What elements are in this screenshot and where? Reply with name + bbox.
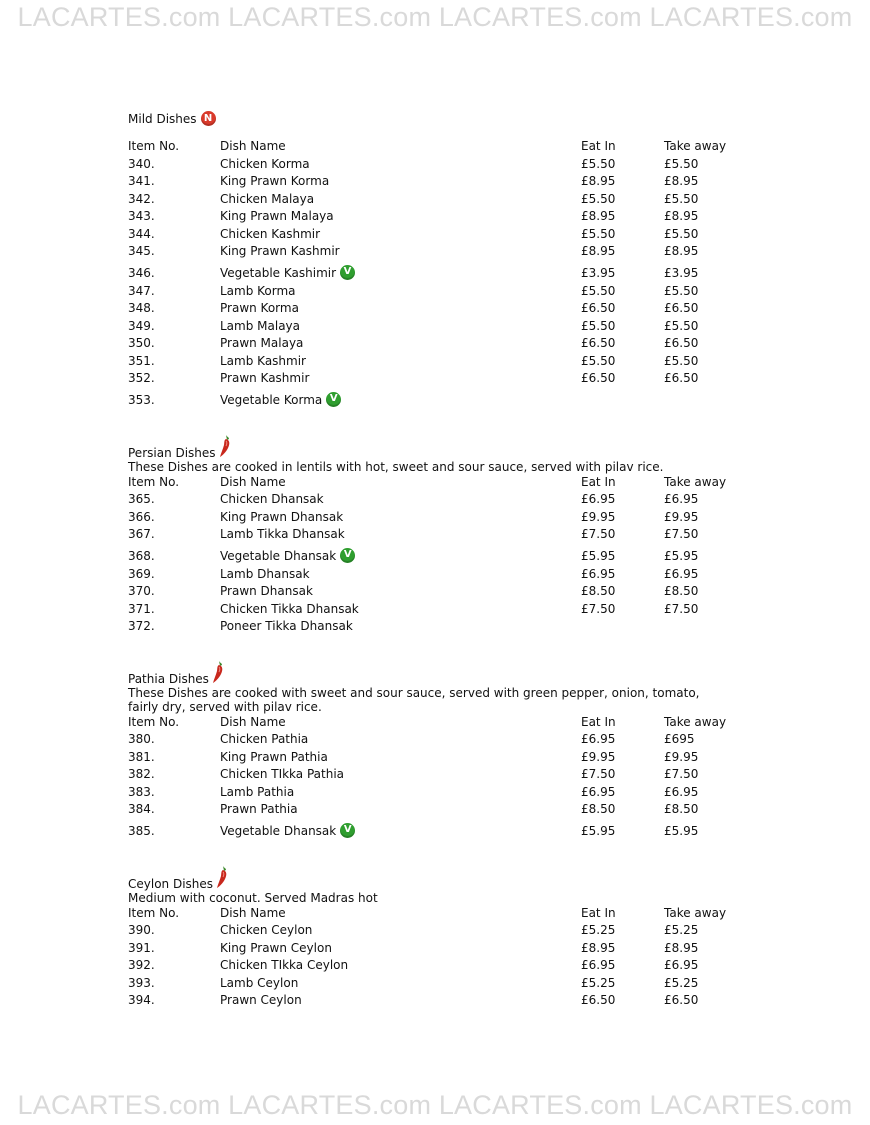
eat-in-price: £8.95 [581,209,616,223]
dish-name: Lamb Korma [220,283,296,298]
item-no: 353. [128,393,155,407]
section-description: Medium with coconut. Served Madras hot [128,890,378,905]
header-eat-in: Eat In [581,905,616,920]
take-away-price: £5.50 [664,353,699,368]
eat-in-price: £6.50 [581,993,616,1007]
chili-icon [218,434,232,458]
table-row [128,208,748,226]
item-no: 393. [128,975,155,990]
dish-name: Poneer Tikka Dhansak [220,619,353,633]
header-eat-in: Eat In [581,474,616,489]
vegetarian-icon: V [326,392,341,407]
section-ceylon-dishes [128,865,748,1010]
eat-in-price: £7.50 [581,767,616,781]
eat-in-price: £5.50 [581,353,616,368]
eat-in-price: £6.95 [581,958,616,972]
take-away-price: £7.50 [664,767,699,781]
item-no: 347. [128,283,155,298]
table-header [128,714,748,732]
table-row [128,801,748,819]
table-row [128,283,748,301]
item-no: 343. [128,209,155,223]
dish-name: Lamb Kashmir [220,353,306,368]
take-away-price: £8.95 [664,174,699,188]
header-dish-name: Dish Name [220,905,286,920]
eat-in-price: £8.50 [581,802,616,816]
eat-in-price: £5.95 [581,824,616,838]
section-title-text: Persian Dishes [128,445,216,460]
item-no: 370. [128,584,155,598]
item-no: 352. [128,371,155,385]
table-row [128,940,748,958]
table-row [128,975,748,993]
table-row [128,819,748,841]
header-item-no: Item No. [128,714,180,729]
take-away-price: £5.95 [664,549,699,563]
dish-name: Chicken Kashmir [220,226,321,241]
section-pathia-dishes [128,660,748,841]
item-no: 346. [128,266,155,280]
item-no: 365. [128,492,155,506]
header-eat-in: Eat In [581,139,616,153]
vegetarian-icon: V [340,265,355,280]
header-take-away: Take away [664,714,727,729]
take-away-price: £6.95 [664,958,699,972]
eat-in-price: £9.95 [581,509,616,524]
nuts-icon: N [201,111,216,126]
header-eat-in: Eat In [581,714,616,729]
header-take-away: Take away [664,905,727,920]
item-no: 384. [128,802,155,816]
take-away-price: £5.50 [664,226,699,241]
item-no: 392. [128,958,155,972]
table-row [128,731,748,749]
table-row [128,566,748,584]
table-row [128,173,748,191]
take-away-price: £5.25 [664,923,699,937]
take-away-price: £6.95 [664,492,699,506]
table-row [128,318,748,336]
watermark-top: LACARTES.com LACARTES.com LACARTES.com LACARTES.com [17,2,853,32]
dish-name: Lamb Malaya [220,318,301,333]
take-away-price: £3.95 [664,266,699,280]
take-away-price: £6.50 [664,993,699,1007]
table-header [128,474,748,492]
table-row [128,544,748,566]
dish-name: Lamb Tikka Dhansak [220,527,345,541]
dish-name: King Prawn Korma [220,174,330,188]
table-row [128,922,748,940]
take-away-price: £5.50 [664,318,699,333]
dish-name: Chicken TIkka Pathia [220,767,345,781]
dish-name: Chicken TIkka Ceylon [220,958,349,972]
item-no: 342. [128,191,155,206]
dish-name: Prawn Kashmir [220,371,310,385]
table-row [128,601,748,619]
dish-name: Vegetable Dhansak [220,549,337,563]
dish-name: Lamb Pathia [220,784,295,799]
take-away-price: £695 [664,732,695,746]
dish-name: King Prawn Malaya [220,209,334,223]
take-away-price: £6.50 [664,371,699,385]
table-row [128,491,748,509]
dish-name: Chicken Pathia [220,732,309,746]
section-persian-dishes [128,434,748,636]
eat-in-price: £6.50 [581,301,616,315]
item-no: 368. [128,549,155,563]
table-row [128,784,748,802]
item-no: 383. [128,784,155,799]
section-mild-dishes [128,100,748,410]
dish-name: King Prawn Kashmir [220,244,340,258]
take-away-price: £6.95 [664,566,699,581]
section-title-text: Pathia Dishes [128,671,209,686]
take-away-price: £5.50 [664,283,699,298]
table-row [128,243,748,261]
take-away-price: £9.95 [664,749,699,764]
header-take-away: Take away [664,139,727,153]
table-row [128,335,748,353]
eat-in-price: £6.95 [581,566,616,581]
eat-in-price: £9.95 [581,749,616,764]
dish-name: Vegetable Dhansak [220,824,337,838]
section-description: These Dishes are cooked with sweet and sour sauce, served with green pepper, onion, tomato, fairly dry, served with pilav rice. [128,685,700,714]
take-away-price: £8.50 [664,802,699,816]
item-no: 344. [128,226,155,241]
eat-in-price: £6.50 [581,336,616,350]
eat-in-price: £5.50 [581,156,616,171]
item-no: 385. [128,824,155,838]
eat-in-price: £8.95 [581,940,616,955]
table-row [128,156,748,174]
eat-in-price: £6.50 [581,371,616,385]
item-no: 341. [128,174,155,188]
dish-name: King Prawn Ceylon [220,940,332,955]
eat-in-price: £8.95 [581,244,616,258]
section-title [128,100,748,126]
dish-name: Chicken Malaya [220,191,315,206]
table-header [128,138,748,156]
menu-content [128,100,748,1034]
dish-name: Prawn Korma [220,301,299,315]
section-title [128,865,748,891]
table-row [128,388,748,410]
item-no: 351. [128,353,155,368]
take-away-price: £6.50 [664,301,699,315]
item-no: 372. [128,619,155,633]
section-title [128,660,748,686]
table-row [128,766,748,784]
table-header [128,905,748,923]
eat-in-price: £6.95 [581,784,616,799]
header-dish-name: Dish Name [220,139,286,153]
take-away-price: £5.50 [664,156,699,171]
take-away-price: £8.95 [664,244,699,258]
take-away-price: £7.50 [664,601,699,616]
vegetarian-icon: V [340,548,355,563]
item-no: 366. [128,509,155,524]
section-description: These Dishes are cooked in lentils with hot, sweet and sour sauce, served with pilav rice. [128,459,664,474]
section-title [128,434,748,460]
item-no: 367. [128,527,155,541]
item-no: 348. [128,301,155,315]
table-row [128,583,748,601]
eat-in-price: £5.50 [581,191,616,206]
table-row [128,618,748,636]
watermark-bottom: LACARTES.com LACARTES.com LACARTES.com LACARTES.com [17,1090,853,1120]
dish-name: King Prawn Pathia [220,749,328,764]
item-no: 371. [128,601,155,616]
take-away-price: £6.95 [664,784,699,799]
eat-in-price: £5.50 [581,318,616,333]
eat-in-price: £6.95 [581,492,616,506]
table-row [128,509,748,527]
eat-in-price: £8.50 [581,584,616,598]
eat-in-price: £3.95 [581,266,616,280]
dish-name: Prawn Pathia [220,802,298,816]
take-away-price: £5.25 [664,975,699,990]
eat-in-price: £5.25 [581,923,616,937]
dish-name: Chicken Ceylon [220,923,313,937]
dish-name: Chicken Dhansak [220,492,324,506]
item-no: 380. [128,732,155,746]
table-row [128,261,748,283]
dish-name: Chicken Tikka Dhansak [220,601,359,616]
vegetarian-icon: V [340,823,355,838]
dish-name: Prawn Ceylon [220,993,302,1007]
eat-in-price: £5.50 [581,226,616,241]
item-no: 394. [128,993,155,1007]
table-row [128,749,748,767]
table-row [128,526,748,544]
table-row [128,992,748,1010]
take-away-price: £9.95 [664,509,699,524]
item-no: 345. [128,244,155,258]
dish-name: Prawn Malaya [220,336,304,350]
eat-in-price: £7.50 [581,527,616,541]
table-row [128,300,748,318]
take-away-price: £6.50 [664,336,699,350]
take-away-price: £7.50 [664,527,699,541]
header-item-no: Item No. [128,474,180,489]
item-no: 390. [128,923,155,937]
header-dish-name: Dish Name [220,474,286,489]
take-away-price: £8.95 [664,209,699,223]
take-away-price: £8.50 [664,584,699,598]
take-away-price: £5.95 [664,824,699,838]
take-away-price: £8.95 [664,940,699,955]
eat-in-price: £5.50 [581,283,616,298]
item-no: 349. [128,318,155,333]
chili-icon [211,660,225,684]
dish-name: Lamb Ceylon [220,975,299,990]
dish-name: Prawn Dhansak [220,584,313,598]
table-row [128,353,748,371]
take-away-price: £5.50 [664,191,699,206]
section-title-text: Mild Dishes [128,112,197,126]
eat-in-price: £7.50 [581,601,616,616]
item-no: 369. [128,566,155,581]
table-row [128,957,748,975]
eat-in-price: £6.95 [581,732,616,746]
dish-name: King Prawn Dhansak [220,509,344,524]
header-item-no: Item No. [128,139,180,153]
table-row [128,370,748,388]
chili-icon [215,865,229,889]
header-item-no: Item No. [128,905,180,920]
item-no: 391. [128,940,155,955]
item-no: 340. [128,156,155,171]
dish-name: Chicken Korma [220,156,310,171]
dish-name: Vegetable Korma [220,393,323,407]
header-dish-name: Dish Name [220,714,286,729]
section-title-text: Ceylon Dishes [128,876,214,891]
eat-in-price: £5.25 [581,975,616,990]
eat-in-price: £8.95 [581,174,616,188]
table-row [128,191,748,209]
dish-name: Lamb Dhansak [220,566,310,581]
item-no: 350. [128,336,155,350]
eat-in-price: £5.95 [581,549,616,563]
table-row [128,226,748,244]
item-no: 382. [128,767,155,781]
dish-name: Vegetable Kashimir [220,266,337,280]
item-no: 381. [128,749,155,764]
header-take-away: Take away [664,474,727,489]
